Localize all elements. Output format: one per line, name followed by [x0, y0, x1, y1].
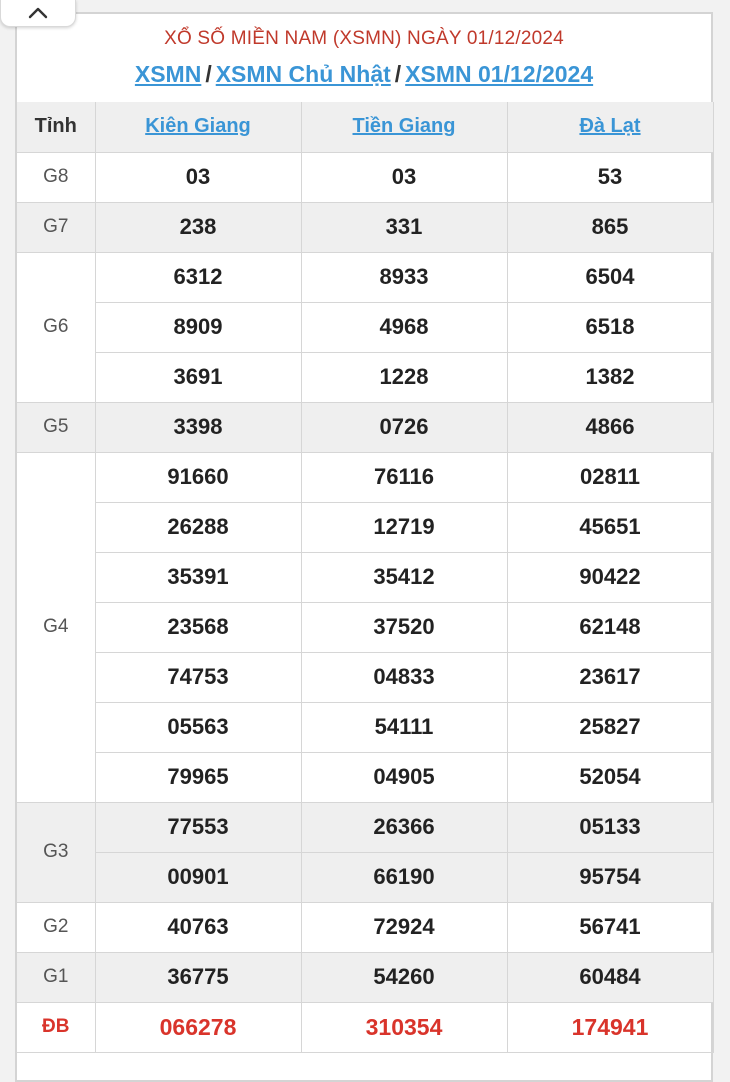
- result-number: 54111: [301, 702, 507, 752]
- province-header: [301, 102, 507, 152]
- results-card: [15, 12, 713, 1082]
- province-link-kien-giang[interactable]: Kiên Giang: [145, 115, 251, 138]
- result-number: 23568: [95, 602, 301, 652]
- prize-row-g4: [17, 652, 713, 702]
- link-xsmn-date[interactable]: XSMN 01/12/2024: [405, 61, 594, 87]
- result-number: 05563: [95, 702, 301, 752]
- result-number: 35391: [95, 552, 301, 602]
- result-number: 02811: [507, 452, 713, 502]
- result-number: 6312: [95, 252, 301, 302]
- collapse-toggle-button[interactable]: [0, 0, 76, 27]
- prize-row-g1: [17, 952, 713, 1002]
- result-number: 00901: [95, 852, 301, 902]
- result-number: 66190: [301, 852, 507, 902]
- result-number: 4866: [507, 402, 713, 452]
- prize-label: G6: [17, 252, 95, 402]
- result-number: 3398: [95, 402, 301, 452]
- chevron-up-icon: [27, 6, 49, 20]
- result-number: 12719: [301, 502, 507, 552]
- results-header: [17, 14, 711, 102]
- result-number: 865: [507, 202, 713, 252]
- result-number: 23617: [507, 652, 713, 702]
- prize-row-g4: [17, 552, 713, 602]
- result-number: 03: [301, 152, 507, 202]
- result-number: 60484: [507, 952, 713, 1002]
- result-number: 1382: [507, 352, 713, 402]
- link-xsmn-sunday[interactable]: XSMN Chủ Nhật: [215, 61, 391, 87]
- prize-label: G4: [17, 452, 95, 802]
- province-header: [95, 102, 301, 152]
- result-number: 77553: [95, 802, 301, 852]
- results-table: [17, 102, 714, 1053]
- result-number: 25827: [507, 702, 713, 752]
- result-number: 72924: [301, 902, 507, 952]
- result-number: 53: [507, 152, 713, 202]
- result-number: 238: [95, 202, 301, 252]
- prize-label: G5: [17, 402, 95, 452]
- prize-row-g4: [17, 752, 713, 802]
- result-number: 36775: [95, 952, 301, 1002]
- result-number: 76116: [301, 452, 507, 502]
- result-number: 6518: [507, 302, 713, 352]
- prize-row-g4: [17, 452, 713, 502]
- result-number: 04833: [301, 652, 507, 702]
- prize-row-g4: [17, 502, 713, 552]
- result-number: 79965: [95, 752, 301, 802]
- province-link-da-lat[interactable]: Đà Lạt: [579, 115, 641, 138]
- table-header-row: [17, 102, 713, 152]
- prize-label: G3: [17, 802, 95, 902]
- result-number: 8909: [95, 302, 301, 352]
- prize-label: G7: [17, 202, 95, 252]
- province-header: [507, 102, 713, 152]
- special-prize-number: 066278: [95, 1002, 301, 1052]
- prize-row-g2: [17, 902, 713, 952]
- page-title: XỔ SỐ MIỀN NAM (XSMN) NGÀY 01/12/2024: [164, 28, 564, 49]
- breadcrumb-separator: /: [394, 61, 402, 87]
- result-number: 05133: [507, 802, 713, 852]
- prize-label: ĐB: [17, 1002, 95, 1052]
- result-number: 8933: [301, 252, 507, 302]
- result-number: 40763: [95, 902, 301, 952]
- result-number: 91660: [95, 452, 301, 502]
- province-link-tien-giang[interactable]: Tiền Giang: [352, 115, 456, 138]
- result-number: 03: [95, 152, 301, 202]
- prize-label: G1: [17, 952, 95, 1002]
- prize-row-g4: [17, 702, 713, 752]
- prize-row-g8: [17, 152, 713, 202]
- result-number: 56741: [507, 902, 713, 952]
- prize-row-g3: [17, 852, 713, 902]
- special-prize-number: 174941: [507, 1002, 713, 1052]
- prize-label: G2: [17, 902, 95, 952]
- prize-column-header: Tỉnh: [17, 102, 95, 152]
- result-number: 45651: [507, 502, 713, 552]
- prize-row-g4: [17, 602, 713, 652]
- prize-row-g6: [17, 352, 713, 402]
- special-prize-number: 310354: [301, 1002, 507, 1052]
- result-number: 62148: [507, 602, 713, 652]
- prize-row-g6: [17, 302, 713, 352]
- result-number: 95754: [507, 852, 713, 902]
- result-number: 35412: [301, 552, 507, 602]
- result-number: 3691: [95, 352, 301, 402]
- result-number: 1228: [301, 352, 507, 402]
- result-number: 54260: [301, 952, 507, 1002]
- prize-label: G8: [17, 152, 95, 202]
- breadcrumb-links: [17, 59, 711, 89]
- result-number: 6504: [507, 252, 713, 302]
- prize-row-g6: [17, 252, 713, 302]
- result-number: 4968: [301, 302, 507, 352]
- result-number: 0726: [301, 402, 507, 452]
- prize-row-g7: [17, 202, 713, 252]
- result-number: 331: [301, 202, 507, 252]
- prize-row-g3: [17, 802, 713, 852]
- result-number: 04905: [301, 752, 507, 802]
- breadcrumb-separator: /: [205, 61, 212, 87]
- prize-row-g5: [17, 402, 713, 452]
- prize-row-special: [17, 1002, 713, 1052]
- result-number: 90422: [507, 552, 713, 602]
- link-xsmn[interactable]: XSMN: [134, 61, 202, 87]
- result-number: 26366: [301, 802, 507, 852]
- result-number: 74753: [95, 652, 301, 702]
- result-number: 52054: [507, 752, 713, 802]
- result-number: 26288: [95, 502, 301, 552]
- result-number: 37520: [301, 602, 507, 652]
